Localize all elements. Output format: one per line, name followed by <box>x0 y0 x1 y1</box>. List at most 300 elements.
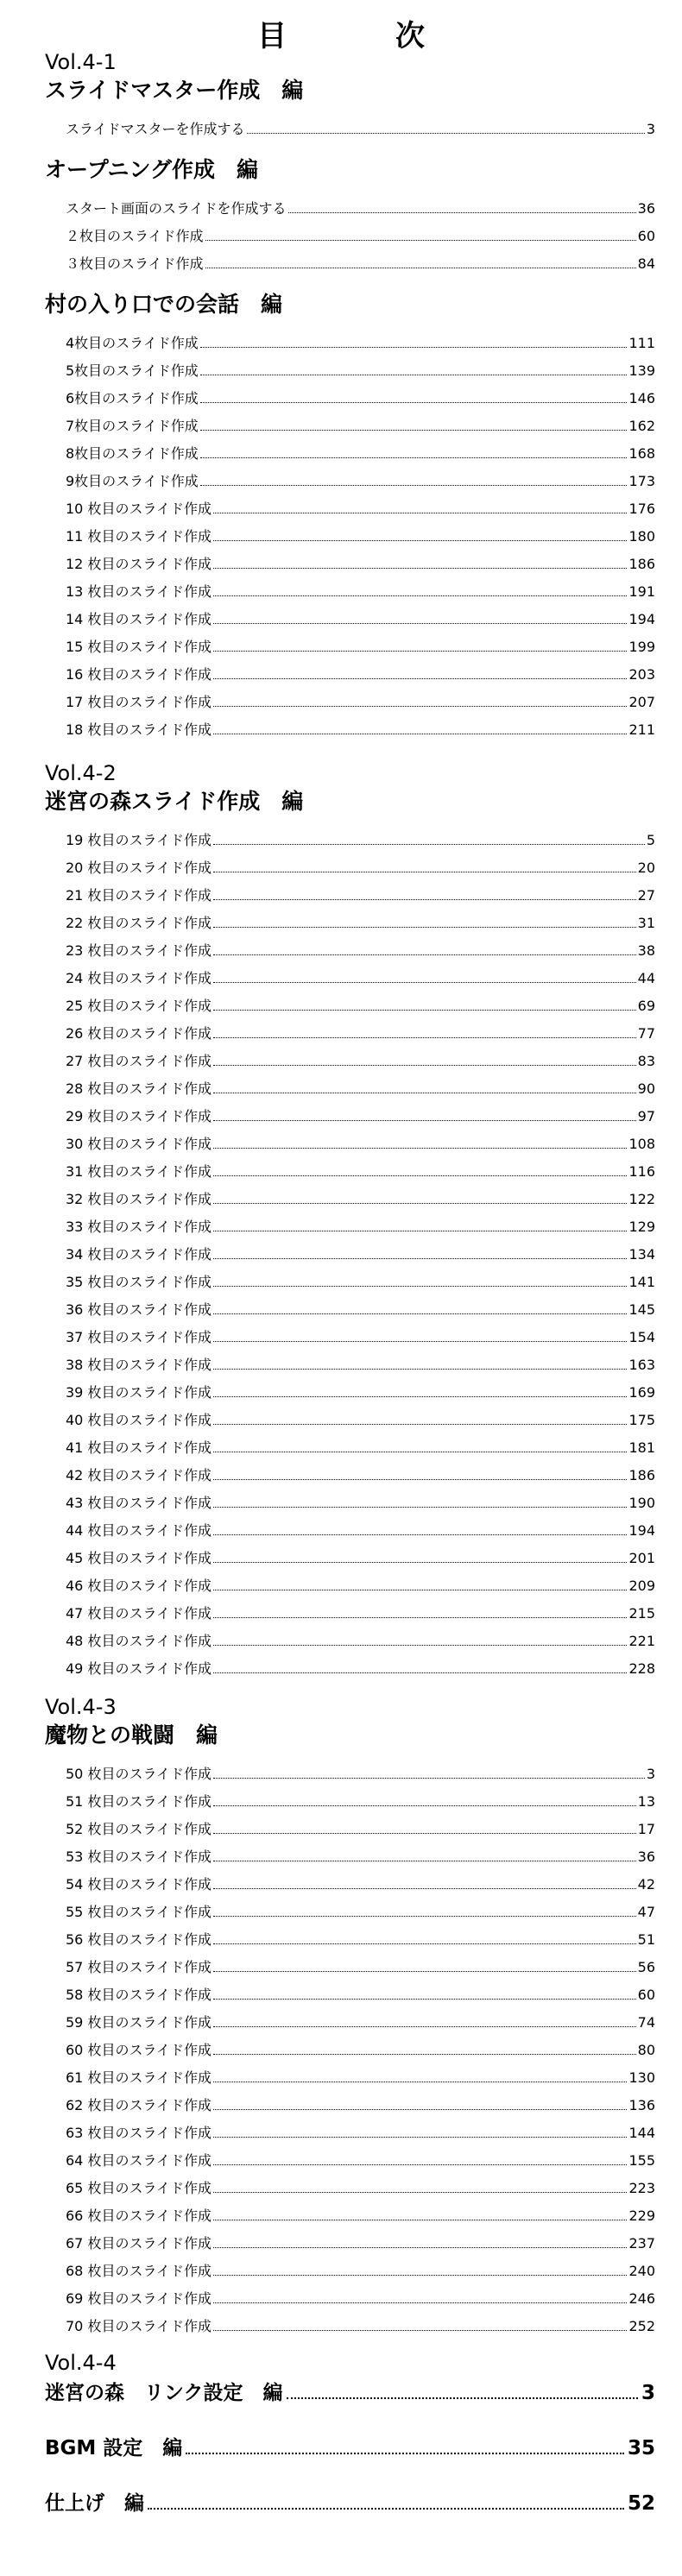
entry-label: 62 枚目のスライド作成 <box>66 2097 212 2113</box>
dot-leader <box>213 1888 636 1889</box>
dot-leader <box>213 954 636 955</box>
entry-page: 145 <box>628 1301 655 1318</box>
entry-page: 83 <box>637 1053 655 1069</box>
entry-page: 209 <box>628 1578 655 1594</box>
entry-label: 13 枚目のスライド作成 <box>66 583 212 600</box>
toc-entry[interactable] <box>66 1628 655 1655</box>
entry-page: 56 <box>637 1959 655 1975</box>
volume-4-2 <box>0 761 682 1683</box>
toc-entry[interactable] <box>66 1075 655 1103</box>
entry-label: 69 枚目のスライド作成 <box>66 2290 212 2307</box>
dot-leader <box>213 2137 627 2138</box>
toc-entry[interactable] <box>66 1545 655 1572</box>
entry-label: 12 枚目のスライド作成 <box>66 556 212 572</box>
entry-page: 3 <box>641 2382 655 2404</box>
toc-entry[interactable] <box>66 1351 655 1379</box>
dot-leader <box>213 1479 627 1480</box>
toc-entry[interactable] <box>66 223 655 250</box>
toc-entry[interactable] <box>66 1788 655 1816</box>
entry-page: 252 <box>628 2318 655 2334</box>
entry-page: 36 <box>637 200 655 217</box>
dot-leader <box>213 927 636 928</box>
toc-entry[interactable] <box>66 1379 655 1407</box>
dot-leader <box>213 1645 627 1646</box>
entry-page: 42 <box>637 1876 655 1893</box>
toc-entry[interactable] <box>66 2285 655 2313</box>
toc-entry[interactable] <box>66 495 655 523</box>
toc-entry[interactable] <box>66 2175 655 2202</box>
dot-leader <box>200 402 628 403</box>
entry-page: 136 <box>628 2097 655 2113</box>
entry-label: 37 枚目のスライド作成 <box>66 1329 212 1345</box>
entry-label: 70 枚目のスライド作成 <box>66 2318 212 2334</box>
dot-leader <box>213 1833 636 1834</box>
dot-leader <box>213 1175 627 1176</box>
entry-label: 22 枚目のスライド作成 <box>66 915 212 931</box>
entry-page: 38 <box>637 942 655 959</box>
dot-leader <box>213 1999 636 2000</box>
entry-label: BGM 設定 編 <box>45 2437 183 2459</box>
toc-entry[interactable] <box>66 882 655 910</box>
toc-entry[interactable] <box>66 1816 655 1843</box>
entry-page: 3 <box>646 1766 655 1782</box>
toc-entry[interactable] <box>66 1048 655 1075</box>
entry-page: 139 <box>628 362 655 379</box>
dot-leader <box>213 2109 627 2110</box>
entry-page: 134 <box>628 1246 655 1263</box>
dot-leader <box>213 2192 627 2193</box>
entry-label: 8枚目のスライド作成 <box>66 445 199 462</box>
entry-page: 176 <box>628 501 655 517</box>
entry-label: 15 枚目のスライド作成 <box>66 639 212 655</box>
entry-label: 25 枚目のスライド作成 <box>66 998 212 1014</box>
entry-page: 146 <box>628 390 655 406</box>
entry-page: 122 <box>628 1191 655 1207</box>
dot-leader <box>213 1805 636 1806</box>
entry-page: 215 <box>628 1605 655 1622</box>
dot-leader <box>200 457 628 458</box>
entry-label: 59 枚目のスライド作成 <box>66 2014 212 2031</box>
dot-leader <box>213 1562 627 1563</box>
dot-leader <box>213 1672 627 1673</box>
entry-page: 97 <box>637 1108 655 1124</box>
toc-entry[interactable] <box>66 1407 655 1434</box>
dot-leader <box>213 651 627 652</box>
toc-entry[interactable] <box>66 2202 655 2230</box>
entry-page: 141 <box>628 1274 655 1290</box>
toc-entry[interactable] <box>66 1655 655 1683</box>
toc-entry[interactable] <box>66 2009 655 2037</box>
dot-leader <box>213 706 627 707</box>
toc-entry[interactable] <box>66 250 655 278</box>
entry-page: 186 <box>628 556 655 572</box>
entry-label: 57 枚目のスライド作成 <box>66 1959 212 1975</box>
entry-page: 108 <box>628 1136 655 1152</box>
entry-label: 32 枚目のスライド作成 <box>66 1191 212 1207</box>
entry-label: 26 枚目のスライド作成 <box>66 1025 212 1042</box>
toc-entry[interactable] <box>66 1241 655 1269</box>
volume-4-1 <box>0 50 682 744</box>
entry-page: 35 <box>627 2437 655 2459</box>
toc-entry[interactable] <box>66 2147 655 2175</box>
entry-label: 21 枚目のスライド作成 <box>66 887 212 904</box>
dot-leader <box>213 1010 636 1011</box>
entry-page: 44 <box>637 970 655 986</box>
dot-leader <box>186 2453 624 2454</box>
toc-entry[interactable] <box>66 1462 655 1490</box>
entry-label: 23 枚目のスライド作成 <box>66 942 212 959</box>
section-title: 魔物との戦闘 編 <box>45 1723 218 1748</box>
entry-page: 246 <box>628 2290 655 2307</box>
entry-label: 18 枚目のスライド作成 <box>66 721 212 738</box>
toc-entry[interactable] <box>66 2313 655 2340</box>
volume-label: Vol.4-4 <box>45 2351 117 2375</box>
entry-label: 14 枚目のスライド作成 <box>66 611 212 627</box>
page-title: 目 次 <box>257 19 464 54</box>
entry-label: 42 枚目のスライド作成 <box>66 1467 212 1483</box>
dot-leader <box>213 1258 627 1259</box>
entry-label: スタート画面のスライドを作成する <box>66 200 287 217</box>
entry-label: 30 枚目のスライド作成 <box>66 1136 212 1152</box>
entry-label: 9枚目のスライド作成 <box>66 473 199 489</box>
entry-page: 186 <box>628 1467 655 1483</box>
entry-page: 13 <box>637 1793 655 1810</box>
entry-page: 69 <box>637 998 655 1014</box>
dot-leader <box>213 2247 627 2248</box>
entry-label: 47 枚目のスライド作成 <box>66 1605 212 1622</box>
entry-page: 201 <box>628 1550 655 1566</box>
toc-entry[interactable] <box>66 468 655 495</box>
entry-label: 28 枚目のスライド作成 <box>66 1080 212 1097</box>
toc-entry[interactable] <box>66 1926 655 1954</box>
section-title: オープニング作成 編 <box>45 157 259 182</box>
dot-leader <box>213 1369 627 1370</box>
toc-entry[interactable] <box>66 910 655 937</box>
dot-leader <box>213 1507 627 1508</box>
entry-label: 56 枚目のスライド作成 <box>66 1931 212 1948</box>
toc-entry[interactable] <box>66 385 655 413</box>
toc-entry[interactable] <box>66 1843 655 1871</box>
dot-leader <box>213 1396 627 1397</box>
entry-page: 116 <box>628 1163 655 1180</box>
entry-label: 45 枚目のスライド作成 <box>66 1550 212 1566</box>
entry-label: 68 枚目のスライド作成 <box>66 2263 212 2279</box>
entry-page: 173 <box>628 473 655 489</box>
entry-label: 38 枚目のスライド作成 <box>66 1357 212 1373</box>
entry-page: 168 <box>628 445 655 462</box>
toc-entry[interactable] <box>66 965 655 992</box>
entry-label: 11 枚目のスライド作成 <box>66 528 212 545</box>
toc-entry[interactable] <box>66 330 655 357</box>
entry-label: 迷宮の森 リンク設定 編 <box>45 2382 283 2404</box>
volume-label: Vol.4-1 <box>45 50 117 74</box>
toc-entry[interactable] <box>66 2258 655 2285</box>
entry-page: 191 <box>628 583 655 600</box>
entry-page: 144 <box>628 2125 655 2141</box>
entry-label: 44 枚目のスライド作成 <box>66 1522 212 1539</box>
volume-4-3 <box>0 1695 682 2340</box>
entry-label: 54 枚目のスライド作成 <box>66 1876 212 1893</box>
entry-page: 60 <box>637 1987 655 2003</box>
entry-label: 35 枚目のスライド作成 <box>66 1274 212 1290</box>
dot-leader <box>213 899 636 900</box>
dot-leader <box>200 485 628 486</box>
entry-page: 181 <box>628 1439 655 1456</box>
entry-label: 40 枚目のスライド作成 <box>66 1412 212 1428</box>
entry-label: 29 枚目のスライド作成 <box>66 1108 212 1124</box>
entry-page: 111 <box>628 335 655 351</box>
entry-label: 16 枚目のスライド作成 <box>66 666 212 683</box>
entry-label: 10 枚目のスライド作成 <box>66 501 212 517</box>
toc-entry[interactable] <box>66 1517 655 1545</box>
dot-leader <box>213 678 627 679</box>
dot-leader <box>213 595 627 596</box>
entry-page: 207 <box>628 694 655 710</box>
entry-label: 53 枚目のスライド作成 <box>66 1849 212 1865</box>
entry-label: 36 枚目のスライド作成 <box>66 1301 212 1318</box>
toc-entry[interactable] <box>66 633 655 661</box>
section-title: スライドマスター作成 編 <box>45 78 304 103</box>
entry-label: 24 枚目のスライド作成 <box>66 970 212 986</box>
toc-entry[interactable] <box>66 1158 655 1186</box>
dot-leader <box>213 1313 627 1314</box>
entry-label: 6枚目のスライド作成 <box>66 390 199 406</box>
toc-entry[interactable] <box>66 578 655 606</box>
toc-entry[interactable] <box>66 195 655 223</box>
dot-leader <box>213 623 627 624</box>
toc-entry[interactable] <box>66 2230 655 2258</box>
entry-label: 46 枚目のスライド作成 <box>66 1578 212 1594</box>
entry-label: 7枚目のスライド作成 <box>66 418 199 434</box>
entry-page: 77 <box>637 1025 655 1042</box>
entry-label: 63 枚目のスライド作成 <box>66 2125 212 2141</box>
dot-leader <box>213 2330 627 2331</box>
entry-page: 163 <box>628 1357 655 1373</box>
dot-leader <box>213 1203 627 1204</box>
entry-page: 223 <box>628 2180 655 2196</box>
entry-page: 36 <box>637 1849 655 1865</box>
entry-label: 31 枚目のスライド作成 <box>66 1163 212 1180</box>
entry-page: 51 <box>637 1931 655 1948</box>
toc-entry[interactable] <box>66 116 655 143</box>
entry-page: 180 <box>628 528 655 545</box>
entry-label: 51 枚目のスライド作成 <box>66 1793 212 1810</box>
entry-label: 52 枚目のスライド作成 <box>66 1821 212 1837</box>
entry-label: 27 枚目のスライド作成 <box>66 1053 212 1069</box>
entry-page: 27 <box>637 887 655 904</box>
toc-entry[interactable] <box>66 1600 655 1628</box>
dot-leader <box>213 1148 627 1149</box>
toc-entry[interactable] <box>66 1186 655 1213</box>
entry-page: 229 <box>628 2208 655 2224</box>
entry-page: 221 <box>628 1633 655 1649</box>
entry-page: 154 <box>628 1329 655 1345</box>
dot-leader <box>213 540 627 541</box>
toc-entry[interactable] <box>66 1213 655 1241</box>
toc-entry[interactable] <box>66 661 655 689</box>
entry-page: 20 <box>637 860 655 876</box>
entry-page: 3 <box>646 121 655 137</box>
volume-4-4 <box>0 2351 682 2518</box>
toc-list <box>0 116 682 143</box>
toc-entry[interactable] <box>66 1899 655 1926</box>
entry-label: 33 枚目のスライド作成 <box>66 1219 212 1235</box>
toc-entry[interactable] <box>66 523 655 551</box>
dot-leader <box>148 2508 624 2510</box>
toc-entry[interactable] <box>66 606 655 633</box>
entry-page: 237 <box>628 2235 655 2252</box>
toc-entry[interactable] <box>66 1572 655 1600</box>
toc-list <box>0 330 682 744</box>
entry-page: 228 <box>628 1660 655 1677</box>
entry-page: 84 <box>637 255 655 272</box>
section-title: 村の入り口での会話 編 <box>45 292 283 317</box>
dot-leader <box>213 2026 636 2027</box>
entry-page: 169 <box>628 1384 655 1401</box>
entry-page: 31 <box>637 915 655 931</box>
dot-leader <box>213 1120 636 1121</box>
entry-page: 203 <box>628 666 655 683</box>
entry-label: 49 枚目のスライド作成 <box>66 1660 212 1677</box>
entry-label: スライドマスターを作成する <box>66 121 245 137</box>
dot-leader <box>213 1617 627 1618</box>
dot-leader <box>213 982 636 983</box>
toc-entry[interactable] <box>66 1871 655 1899</box>
toc-entry[interactable] <box>66 2037 655 2064</box>
entry-label: 66 枚目のスライド作成 <box>66 2208 212 2224</box>
dot-leader <box>213 2164 627 2165</box>
dot-leader <box>213 2054 636 2055</box>
entry-label: 58 枚目のスライド作成 <box>66 1987 212 2003</box>
entry-label: 67 枚目のスライド作成 <box>66 2235 212 2252</box>
dot-leader <box>213 1341 627 1342</box>
toc-entry[interactable] <box>66 1760 655 1788</box>
entry-page: 90 <box>637 1080 655 1097</box>
toc-entry[interactable] <box>66 854 655 882</box>
entry-label: 41 枚目のスライド作成 <box>66 1439 212 1456</box>
toc-entry[interactable] <box>66 1434 655 1462</box>
entry-label: 65 枚目のスライド作成 <box>66 2180 212 2196</box>
dot-leader <box>213 1916 636 1917</box>
toc-major-entry[interactable] <box>45 2378 655 2408</box>
entry-label: 34 枚目のスライド作成 <box>66 1246 212 1263</box>
entry-label: 61 枚目のスライド作成 <box>66 2069 212 2086</box>
toc-entry[interactable] <box>66 413 655 440</box>
entry-page: 47 <box>637 1904 655 1920</box>
dot-leader <box>213 1286 627 1287</box>
entry-page: 130 <box>628 2069 655 2086</box>
entry-page: 5 <box>646 832 655 848</box>
dot-leader <box>213 1943 636 1944</box>
entry-label: 5枚目のスライド作成 <box>66 362 199 379</box>
toc-entry[interactable] <box>66 1020 655 1048</box>
dot-leader <box>287 2397 638 2399</box>
toc-entry[interactable] <box>66 827 655 854</box>
toc-entry[interactable] <box>66 1954 655 1981</box>
toc-entry[interactable] <box>66 1324 655 1351</box>
dot-leader <box>213 1534 627 1535</box>
entry-label: 4枚目のスライド作成 <box>66 335 199 351</box>
entry-page: 190 <box>628 1495 655 1511</box>
toc-entry[interactable] <box>66 1981 655 2009</box>
dot-leader <box>213 2302 627 2303</box>
toc-entry[interactable] <box>66 357 655 385</box>
entry-label: 17 枚目のスライド作成 <box>66 694 212 710</box>
entry-label: 19 枚目のスライド作成 <box>66 832 212 848</box>
entry-label: 39 枚目のスライド作成 <box>66 1384 212 1401</box>
dot-leader <box>213 2275 627 2276</box>
toc-entry[interactable] <box>66 1296 655 1324</box>
entry-label: ３枚目のスライド作成 <box>66 255 204 272</box>
toc-major-entry[interactable] <box>45 2489 655 2518</box>
entry-label: 50 枚目のスライド作成 <box>66 1766 212 1782</box>
toc-entry[interactable] <box>66 1103 655 1131</box>
entry-page: 175 <box>628 1412 655 1428</box>
entry-page: 240 <box>628 2263 655 2279</box>
toc-entry[interactable] <box>66 1269 655 1296</box>
volume-label: Vol.4-3 <box>45 1695 117 1719</box>
dot-leader <box>213 1037 636 1038</box>
entry-page: 194 <box>628 611 655 627</box>
toc-entry[interactable] <box>66 992 655 1020</box>
entry-page: 129 <box>628 1219 655 1235</box>
entry-label: 43 枚目のスライド作成 <box>66 1495 212 1511</box>
dot-leader <box>200 347 628 348</box>
toc-entry[interactable] <box>66 937 655 965</box>
dot-leader <box>213 568 627 569</box>
entry-page: 211 <box>628 721 655 738</box>
dot-leader <box>213 844 645 845</box>
entry-label: 仕上げ 編 <box>45 2492 144 2515</box>
dot-leader <box>213 1778 645 1779</box>
entry-label: ２枚目のスライド作成 <box>66 228 204 244</box>
section-title: 迷宮の森スライド作成 編 <box>45 789 304 814</box>
entry-page: 162 <box>628 418 655 434</box>
entry-label: 60 枚目のスライド作成 <box>66 2042 212 2058</box>
entry-page: 74 <box>637 2014 655 2031</box>
toc-entry[interactable] <box>66 2064 655 2092</box>
toc-entry[interactable] <box>66 2119 655 2147</box>
toc-entry[interactable] <box>66 689 655 716</box>
entry-label: 48 枚目のスライド作成 <box>66 1633 212 1649</box>
dot-leader <box>213 1065 636 1066</box>
toc-list <box>0 1760 682 2340</box>
toc-list <box>0 195 682 278</box>
entry-page: 155 <box>628 2152 655 2169</box>
toc-entry[interactable] <box>66 1490 655 1517</box>
toc-entry[interactable] <box>66 551 655 578</box>
entry-label: 20 枚目のスライド作成 <box>66 860 212 876</box>
toc-list <box>0 827 682 1683</box>
entry-page: 52 <box>627 2492 655 2515</box>
dot-leader <box>205 240 636 241</box>
entry-page: 60 <box>637 228 655 244</box>
toc-entry[interactable] <box>66 1131 655 1158</box>
toc-entry[interactable] <box>66 440 655 468</box>
dot-leader <box>247 133 645 134</box>
entry-label: 55 枚目のスライド作成 <box>66 1904 212 1920</box>
dot-leader <box>213 1971 636 1972</box>
dot-leader <box>213 1424 627 1425</box>
toc-entry[interactable] <box>66 2092 655 2119</box>
dot-leader <box>288 212 636 213</box>
toc-entry[interactable] <box>66 716 655 744</box>
entry-page: 17 <box>637 1821 655 1837</box>
entry-page: 194 <box>628 1522 655 1539</box>
volume-label: Vol.4-2 <box>45 761 117 785</box>
dot-leader <box>200 430 628 431</box>
toc-major-entry[interactable] <box>45 2434 655 2463</box>
